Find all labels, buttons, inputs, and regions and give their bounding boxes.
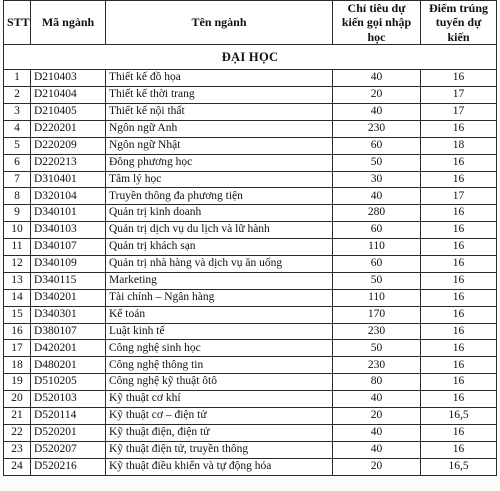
- row-score: 16: [421, 205, 497, 222]
- row-stt: 12: [4, 255, 31, 272]
- row-quota: 230: [333, 323, 421, 340]
- row-score: 16: [421, 357, 497, 374]
- row-score: 16: [421, 391, 497, 408]
- row-code: D340115: [31, 272, 106, 289]
- table-row: [4, 103, 497, 120]
- table-row: [4, 87, 497, 104]
- row-quota: 230: [333, 120, 421, 137]
- row-score: 17: [421, 87, 497, 104]
- row-stt: 9: [4, 205, 31, 222]
- table-row: [4, 255, 497, 272]
- row-code: D520103: [31, 391, 106, 408]
- row-name: Công nghệ kỹ thuật ôtô: [106, 374, 333, 391]
- section-title: ĐẠI HỌC: [4, 45, 497, 70]
- row-name: Ngôn ngữ Nhật: [106, 137, 333, 154]
- row-stt: 10: [4, 222, 31, 239]
- row-code: D510205: [31, 374, 106, 391]
- row-quota: 40: [333, 391, 421, 408]
- row-code: D340201: [31, 289, 106, 306]
- row-score: 16: [421, 323, 497, 340]
- row-score: 18: [421, 137, 497, 154]
- row-score: 16: [421, 424, 497, 441]
- row-stt: 13: [4, 272, 31, 289]
- row-score: 16: [421, 70, 497, 87]
- row-stt: 24: [4, 458, 31, 475]
- table-row: [4, 137, 497, 154]
- row-stt: 5: [4, 137, 31, 154]
- row-name: Kỹ thuật điều khiển và tự động hóa: [106, 458, 333, 475]
- table-row: [4, 407, 497, 424]
- row-code: D220209: [31, 137, 106, 154]
- row-code: D480201: [31, 357, 106, 374]
- row-score: 16: [421, 306, 497, 323]
- row-quota: 40: [333, 441, 421, 458]
- row-code: D210403: [31, 70, 106, 87]
- row-quota: 60: [333, 222, 421, 239]
- table-row: [4, 374, 497, 391]
- table-row: [4, 222, 497, 239]
- table-row: [4, 323, 497, 340]
- row-score: 16: [421, 289, 497, 306]
- row-name: Quản trị nhà hàng và dịch vụ ăn uống: [106, 255, 333, 272]
- section-row: [4, 45, 497, 70]
- row-score: 16,5: [421, 458, 497, 475]
- section-block: [4, 45, 497, 70]
- row-stt: 4: [4, 120, 31, 137]
- table-row: [4, 441, 497, 458]
- table-body: [4, 70, 497, 475]
- row-stt: 1: [4, 70, 31, 87]
- row-quota: 40: [333, 103, 421, 120]
- row-quota: 30: [333, 171, 421, 188]
- row-stt: 16: [4, 323, 31, 340]
- row-stt: 8: [4, 188, 31, 205]
- row-name: Tâm lý học: [106, 171, 333, 188]
- row-stt: 2: [4, 87, 31, 104]
- row-name: Kế toán: [106, 306, 333, 323]
- row-name: Quản trị kinh doanh: [106, 205, 333, 222]
- row-score: 16: [421, 255, 497, 272]
- header-score: Điểm trúng tuyển dự kiến: [421, 1, 497, 45]
- row-name: Kỹ thuật điện tử, truyền thông: [106, 441, 333, 458]
- row-name: Ngôn ngữ Anh: [106, 120, 333, 137]
- admission-table: [3, 0, 497, 476]
- row-quota: 40: [333, 188, 421, 205]
- row-quota: 110: [333, 239, 421, 256]
- row-stt: 3: [4, 103, 31, 120]
- row-name: Thiết kế thời trang: [106, 87, 333, 104]
- row-name: Đông phương học: [106, 154, 333, 171]
- row-name: Tài chính – Ngân hàng: [106, 289, 333, 306]
- row-code: D420201: [31, 340, 106, 357]
- row-score: 16: [421, 239, 497, 256]
- row-code: D220213: [31, 154, 106, 171]
- header-name: Tên ngành: [106, 1, 333, 45]
- table-row: [4, 340, 497, 357]
- row-stt: 18: [4, 357, 31, 374]
- table-row: [4, 154, 497, 171]
- row-quota: 40: [333, 424, 421, 441]
- row-quota: 170: [333, 306, 421, 323]
- row-code: D520207: [31, 441, 106, 458]
- table-row: [4, 424, 497, 441]
- row-stt: 6: [4, 154, 31, 171]
- row-stt: 7: [4, 171, 31, 188]
- row-quota: 230: [333, 357, 421, 374]
- row-quota: 60: [333, 255, 421, 272]
- row-stt: 15: [4, 306, 31, 323]
- row-code: D520114: [31, 407, 106, 424]
- row-name: Công nghệ sinh học: [106, 340, 333, 357]
- row-code: D320104: [31, 188, 106, 205]
- header-stt: STT: [4, 1, 31, 45]
- header-quota: Chỉ tiêu dự kiến gọi nhập học: [333, 1, 421, 45]
- table-row: [4, 70, 497, 87]
- table-header: [4, 1, 497, 45]
- row-quota: 280: [333, 205, 421, 222]
- row-score: 16: [421, 171, 497, 188]
- row-stt: 17: [4, 340, 31, 357]
- row-code: D340103: [31, 222, 106, 239]
- row-name: Luật kinh tế: [106, 323, 333, 340]
- row-quota: 40: [333, 70, 421, 87]
- row-name: Quản trị khách sạn: [106, 239, 333, 256]
- row-name: Marketing: [106, 272, 333, 289]
- row-code: D210404: [31, 87, 106, 104]
- table-row: [4, 289, 497, 306]
- row-code: D310401: [31, 171, 106, 188]
- row-quota: 20: [333, 407, 421, 424]
- row-code: D520201: [31, 424, 106, 441]
- table-row: [4, 357, 497, 374]
- row-quota: 50: [333, 340, 421, 357]
- row-stt: 19: [4, 374, 31, 391]
- row-stt: 20: [4, 391, 31, 408]
- table-row: [4, 188, 497, 205]
- row-score: 16,5: [421, 407, 497, 424]
- row-score: 16: [421, 340, 497, 357]
- row-code: D340301: [31, 306, 106, 323]
- row-code: D340107: [31, 239, 106, 256]
- row-quota: 20: [333, 87, 421, 104]
- row-score: 17: [421, 103, 497, 120]
- row-score: 16: [421, 120, 497, 137]
- row-code: D380107: [31, 323, 106, 340]
- row-score: 16: [421, 222, 497, 239]
- row-score: 16: [421, 272, 497, 289]
- table-row: [4, 391, 497, 408]
- table-row: [4, 120, 497, 137]
- row-stt: 23: [4, 441, 31, 458]
- row-name: Kỹ thuật cơ – điện tử: [106, 407, 333, 424]
- row-code: D210405: [31, 103, 106, 120]
- row-quota: 60: [333, 137, 421, 154]
- row-name: Truyền thông đa phương tiện: [106, 188, 333, 205]
- header-code: Mã ngành: [31, 1, 106, 45]
- row-score: 17: [421, 188, 497, 205]
- table-row: [4, 239, 497, 256]
- row-quota: 20: [333, 458, 421, 475]
- table-row: [4, 306, 497, 323]
- row-code: D220201: [31, 120, 106, 137]
- row-code: D340109: [31, 255, 106, 272]
- row-quota: 80: [333, 374, 421, 391]
- row-name: Quản trị dịch vụ du lịch và lữ hành: [106, 222, 333, 239]
- row-quota: 50: [333, 272, 421, 289]
- row-name: Kỹ thuật cơ khí: [106, 391, 333, 408]
- row-stt: 21: [4, 407, 31, 424]
- row-code: D340101: [31, 205, 106, 222]
- row-name: Thiết kế nội thất: [106, 103, 333, 120]
- row-stt: 11: [4, 239, 31, 256]
- row-stt: 22: [4, 424, 31, 441]
- row-score: 16: [421, 154, 497, 171]
- header-row: [4, 1, 497, 45]
- row-quota: 50: [333, 154, 421, 171]
- table-row: [4, 171, 497, 188]
- row-name: Thiết kế đồ họa: [106, 70, 333, 87]
- row-quota: 110: [333, 289, 421, 306]
- row-code: D520216: [31, 458, 106, 475]
- table-row: [4, 272, 497, 289]
- table-row: [4, 205, 497, 222]
- table-row: [4, 458, 497, 475]
- row-name: Công nghệ thông tin: [106, 357, 333, 374]
- row-name: Kỹ thuật điện, điện tử: [106, 424, 333, 441]
- row-stt: 14: [4, 289, 31, 306]
- row-score: 16: [421, 441, 497, 458]
- row-score: 16: [421, 374, 497, 391]
